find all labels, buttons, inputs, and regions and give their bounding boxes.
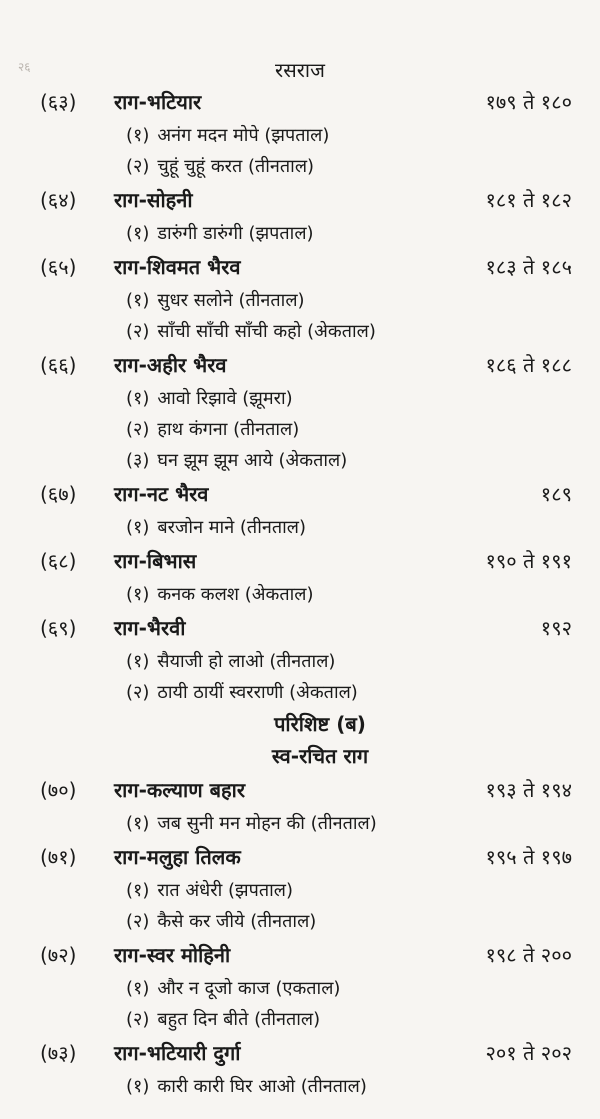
composition-item bbox=[0, 875, 600, 906]
page-range: १९३ ते १९४ bbox=[485, 778, 572, 802]
page-range: १९० ते १९१ bbox=[485, 549, 572, 573]
composition-title: आवो रिझावे (झूमरा) bbox=[157, 388, 293, 409]
composition-number: (१) bbox=[126, 651, 150, 672]
composition-item bbox=[0, 285, 600, 316]
raag-entry bbox=[0, 839, 600, 875]
page-range: १७९ ते १८० bbox=[485, 90, 572, 114]
page-range: १९२ bbox=[540, 616, 572, 640]
raag-list bbox=[0, 84, 600, 1102]
raag-number: (६९) bbox=[40, 616, 77, 640]
raag-name: राग-भैरवी bbox=[114, 616, 186, 640]
composition-number: (१) bbox=[126, 880, 150, 901]
raag-number: (७१) bbox=[40, 845, 77, 869]
raag-number: (६४) bbox=[40, 188, 77, 212]
raag-name: राग-भटियार bbox=[114, 90, 202, 114]
composition-title: साँची साँची साँची कहो (अेकताल) bbox=[157, 321, 376, 342]
raag-entry bbox=[0, 937, 600, 973]
composition-number: (१) bbox=[126, 223, 150, 244]
composition-title: कारी कारी घिर आओ (तीनताल) bbox=[157, 1076, 367, 1097]
raag-name: राग-मलुहा तिलक bbox=[114, 845, 241, 869]
composition-item bbox=[0, 1071, 600, 1102]
composition-item bbox=[0, 579, 600, 610]
composition-title: और न दूजो काज (एकताल) bbox=[157, 978, 341, 999]
composition-item bbox=[0, 414, 600, 445]
composition-number: (१) bbox=[126, 978, 150, 999]
composition-title: ठायी ठायीं स्वरराणी (अेकताल) bbox=[157, 682, 358, 703]
raag-entry bbox=[0, 182, 600, 218]
page-range: १९५ ते १९७ bbox=[485, 845, 572, 869]
composition-number: (२) bbox=[126, 321, 150, 342]
composition-number: (१) bbox=[126, 388, 150, 409]
composition-item bbox=[0, 973, 600, 1004]
raag-name: राग-नट भैरव bbox=[114, 482, 209, 506]
raag-entry bbox=[0, 610, 600, 646]
raag-name: राग-कल्याण बहार bbox=[114, 778, 246, 802]
composition-title: कैसे कर जीये (तीनताल) bbox=[157, 911, 317, 932]
page-number: २६ bbox=[18, 60, 31, 74]
page-range: १८१ ते १८२ bbox=[485, 188, 572, 212]
raag-entry bbox=[0, 84, 600, 120]
composition-number: (१) bbox=[126, 1076, 150, 1097]
composition-title: हाथ कंगना (तीनताल) bbox=[157, 419, 300, 440]
raag-number: (६६) bbox=[40, 353, 77, 377]
raag-name: राग-स्वर मोहिनी bbox=[114, 943, 231, 967]
composition-number: (२) bbox=[126, 911, 150, 932]
page-range: १८३ ते १८५ bbox=[485, 255, 572, 279]
composition-title: बरजोन माने (तीनताल) bbox=[157, 517, 306, 538]
raag-number: (७०) bbox=[40, 778, 77, 802]
raag-number: (७२) bbox=[40, 943, 77, 967]
composition-title: कनक कलश (अेकताल) bbox=[157, 584, 314, 605]
raag-entry bbox=[0, 347, 600, 383]
raag-number: (६५) bbox=[40, 255, 77, 279]
composition-number: (२) bbox=[126, 156, 150, 177]
page-range: १९८ ते २०० bbox=[485, 943, 572, 967]
raag-number: (६७) bbox=[40, 482, 77, 506]
composition-item bbox=[0, 151, 600, 182]
composition-title: घन झूम झूम आये (अेकताल) bbox=[157, 450, 348, 471]
composition-item bbox=[0, 512, 600, 543]
composition-item bbox=[0, 646, 600, 677]
composition-item bbox=[0, 808, 600, 839]
composition-title: चुहूं चुहूं करत (तीनताल) bbox=[157, 156, 315, 177]
composition-title: सैयाजी हो लाओ (तीनताल) bbox=[157, 651, 336, 672]
page-range: २०१ ते २०२ bbox=[485, 1041, 572, 1065]
composition-title: सुधर सलोने (तीनताल) bbox=[157, 290, 305, 311]
raag-entry bbox=[0, 543, 600, 579]
raag-name: राग-शिवमत भैरव bbox=[114, 255, 241, 279]
composition-item bbox=[0, 906, 600, 937]
page-range: १८९ bbox=[540, 482, 572, 506]
composition-item bbox=[0, 677, 600, 708]
raag-entry bbox=[0, 249, 600, 285]
composition-item bbox=[0, 445, 600, 476]
composition-item bbox=[0, 218, 600, 249]
composition-number: (३) bbox=[126, 450, 150, 471]
raag-entry bbox=[0, 772, 600, 808]
running-head: रसराज bbox=[275, 58, 325, 82]
composition-number: (१) bbox=[126, 125, 150, 146]
composition-title: डारुंगी डारुंगी (झपताल) bbox=[157, 223, 314, 244]
raag-name: राग-बिभास bbox=[114, 549, 197, 573]
composition-number: (१) bbox=[126, 517, 150, 538]
composition-number: (२) bbox=[126, 1009, 150, 1030]
raag-name: राग-सोहनी bbox=[114, 188, 193, 212]
composition-item bbox=[0, 1004, 600, 1035]
composition-number: (१) bbox=[126, 813, 150, 834]
appendix-subheading: स्व-रचित राग bbox=[271, 744, 369, 768]
composition-item bbox=[0, 120, 600, 151]
raag-entry bbox=[0, 1035, 600, 1071]
raag-name: राग-भटियारी दुर्गा bbox=[114, 1041, 241, 1065]
raag-number: (६३) bbox=[40, 90, 77, 114]
raag-number: (६८) bbox=[40, 549, 77, 573]
composition-number: (२) bbox=[126, 682, 150, 703]
composition-number: (१) bbox=[126, 290, 150, 311]
composition-item bbox=[0, 316, 600, 347]
composition-item bbox=[0, 383, 600, 414]
raag-name: राग-अहीर भैरव bbox=[114, 353, 227, 377]
composition-title: जब सुनी मन मोहन की (तीनताल) bbox=[157, 813, 377, 834]
composition-title: रात अंधेरी (झपताल) bbox=[157, 880, 293, 901]
appendix-heading: परिशिष्ट (ब) bbox=[274, 712, 366, 736]
raag-number: (७३) bbox=[40, 1041, 77, 1065]
raag-entry bbox=[0, 476, 600, 512]
composition-title: अनंग मदन मोपे (झपताल) bbox=[157, 125, 330, 146]
composition-number: (२) bbox=[126, 419, 150, 440]
page-range: १८६ ते १८८ bbox=[485, 353, 572, 377]
composition-title: बहुत दिन बीते (तीनताल) bbox=[157, 1009, 321, 1030]
composition-number: (१) bbox=[126, 584, 150, 605]
